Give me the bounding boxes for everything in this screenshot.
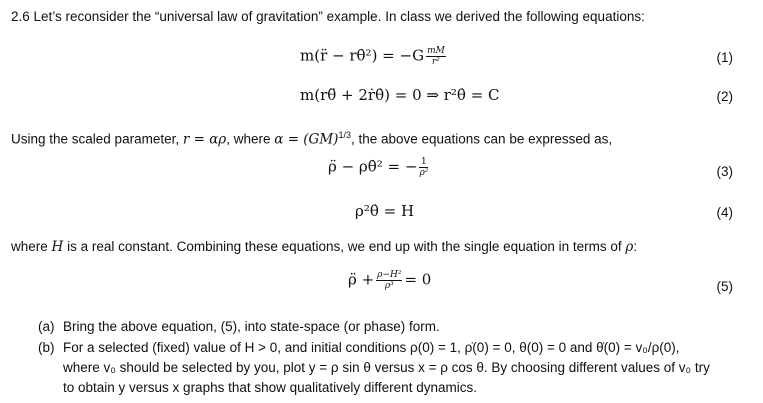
part-b-label: (b): [38, 340, 55, 355]
equation-2: m(rθ̈ + 2ṙθ̇) = 0 ⇒ r²θ̇ = C: [300, 86, 500, 104]
part-a-label: (a): [38, 319, 55, 334]
part-b-line-1: For a selected (fixed) value of H > 0, and initial conditions ρ(0) = 1, ρ̇(0) = 0, θ(0) = 0 and θ̇(0) = v₀/ρ(0),: [63, 340, 680, 355]
equation-5-lhs: ρ̈ +: [348, 270, 375, 289]
part-b: [38, 338, 748, 398]
equation-5-rhs: = 0: [404, 270, 432, 289]
equation-3-fraction: $\frac{1}{\text{ρ²}}$: [419, 157, 429, 178]
equation-3-lhs: ρ̈ − ρθ̇² = −: [328, 157, 418, 176]
equation-4-number: (4): [716, 205, 733, 220]
equation-5-fraction: $\frac{\text{ρ−H²}}{\text{ρ³}}$: [377, 270, 402, 291]
combining-sentence: where H is a real constant. Combining these equations, we end up with the single equation in terms of ρ:: [11, 239, 638, 255]
scaled-parameter-sentence: Using the scaled parameter, r = αρ, where α = (GM)$^{1/3}$, the above equations can be expressed as,: [11, 130, 613, 148]
equation-3: [328, 157, 430, 178]
equation-1-number: (1): [716, 50, 733, 65]
equation-1: [300, 46, 448, 67]
part-b-line-3: to obtain y versus x graphs that show qualitatively different dynamics.: [63, 380, 477, 395]
equation-2-number: (2): [716, 89, 733, 104]
equation-4: ρ²θ̇ = H: [355, 202, 415, 220]
part-a-text: Bring the above equation, (5), into state-space (or phase) form.: [63, 319, 440, 334]
part-a: [38, 317, 738, 336]
problem-intro: 2.6 Let’s reconsider the “universal law of gravitation” example. In class we derived the following equations:: [11, 9, 645, 24]
part-b-line-2: where v₀ should be selected by you, plot y = ρ sin θ versus x = ρ cos θ. By choosing different values of v₀ try: [63, 360, 710, 375]
equation-5-number: (5): [716, 279, 733, 294]
equation-5: [348, 270, 431, 291]
equation-1-lhs: m(r̈ − rθ̇²) = −G: [300, 46, 425, 65]
equation-1-fraction: $\frac{mM}{\text{r²}}$: [427, 46, 445, 67]
equation-3-number: (3): [716, 164, 733, 179]
